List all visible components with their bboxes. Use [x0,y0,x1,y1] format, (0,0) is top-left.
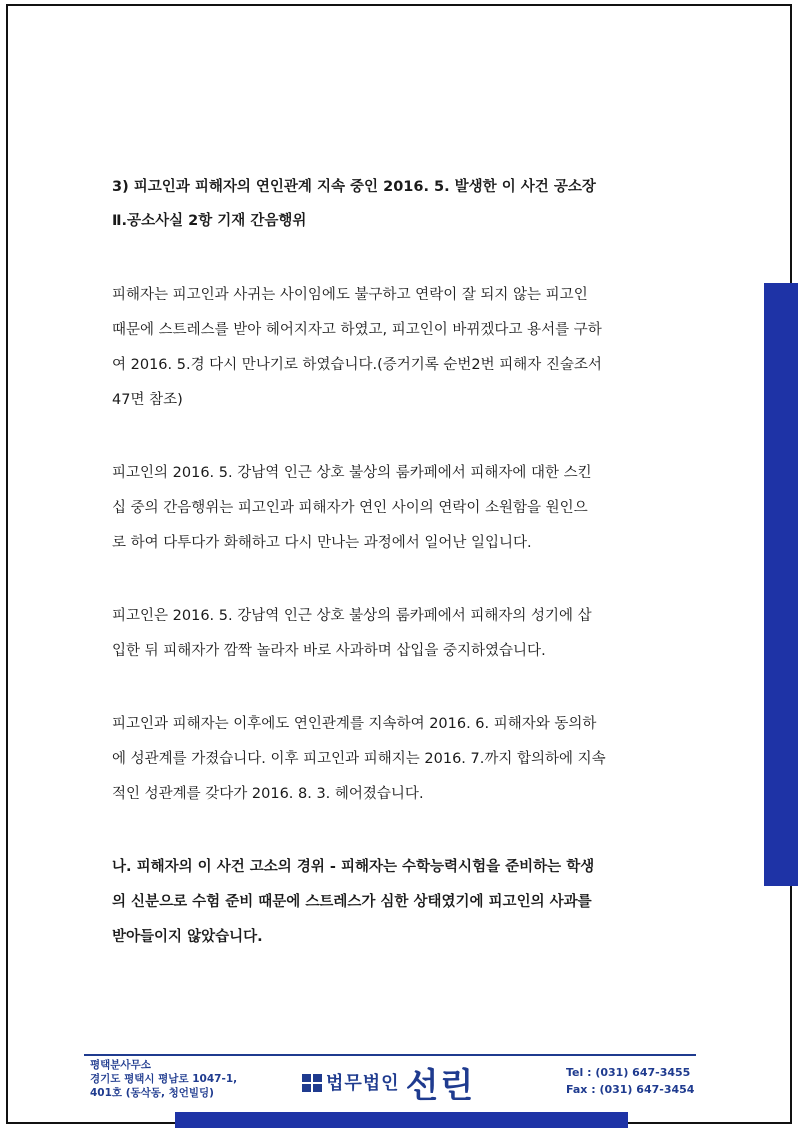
closing-paragraph: 나. 피해자의 이 사건 고소의 경위 - 피해자는 수학능력시험을 준비하는 학생 의 신분으로 수험 준비 때문에 스트레스가 심한 상태였기에 피고인의 사과를 받아들이지 않았습니다. [112,859,595,945]
firm-logo [302,1060,475,1104]
firm-emblem-icon [302,1072,322,1092]
footer-divider [84,1054,696,1056]
address-line-2: 401호 (동삭동, 청언빌딩) [90,1087,214,1099]
office-name: 평택분사무소 [90,1059,151,1071]
firm-prefix: 법무법인 [326,1073,400,1094]
address-line-1: 경기도 평택시 평남로 1047-1, [90,1073,238,1085]
fax-number: Fax : (031) 647-3454 [566,1083,695,1096]
section-heading: 3) 피고인과 피해자의 연인관계 지속 중인 2016. 5. 발생한 이 사건 공소장 Ⅱ.공소사실 2항 기재 간음행위 [112,179,596,229]
firm-name: 선린 [405,1065,476,1106]
paragraph-2: 피고인의 2016. 5. 강남역 인근 상호 불상의 룸카페에서 피해자에 대한 스킨 십 중의 간음행위는 피고인과 피해자가 연인 사이의 연락이 소원함을 원인으 로 하여 다투다가 화해하고 다시 만나는 과정에서 일어난 일입니다. [112,465,592,551]
paragraph-1: 피해자는 피고인과 사귀는 사이임에도 불구하고 연락이 잘 되지 않는 피고인 때문에 스트레스를 받아 헤어지자고 하였고, 피고인이 바뀌겠다고 용서를 구하 여 2016. 5.경 다시 만나기로 하였습니다.(증거기록 순번2번 피해자 진술조서 47면 참조) [112,287,602,408]
paragraph-3: 피고인은 2016. 5. 강남역 인근 상호 불상의 룸카페에서 피해자의 성기에 삽 입한 뒤 피해자가 깜짝 놀라자 바로 사과하며 삽입을 중지하였습니다. [112,608,592,659]
side-accent-bar [764,283,798,886]
paragraph-4: 피고인과 피해자는 이후에도 연인관계를 지속하여 2016. 6. 피해자와 동의하 에 성관계를 가졌습니다. 이후 피고인과 피해지는 2016. 7.까지 합의하에 지속 적인 성관계를 갖다가 2016. 8. 3. 헤어졌습니다. [112,716,606,802]
footer-office-info [90,1058,290,1100]
bottom-accent-bar [175,1112,628,1128]
document-body [112,170,696,955]
footer-contact [566,1064,706,1098]
tel-number: Tel : (031) 647-3455 [566,1066,691,1079]
